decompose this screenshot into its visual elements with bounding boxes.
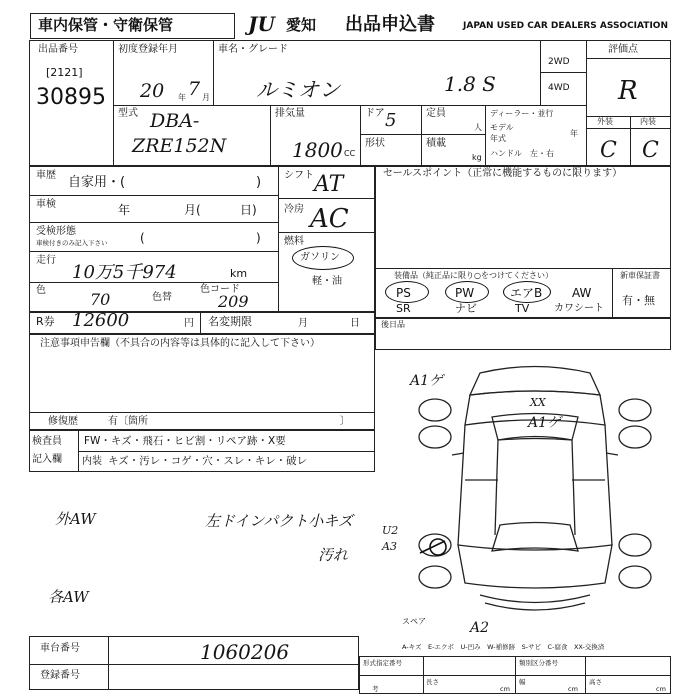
diagram-mark-4: U2: [382, 524, 399, 537]
load-unit: kg: [472, 153, 482, 162]
receipt-label: 受検形態: [36, 226, 76, 237]
note-each-aw: 各AW: [48, 588, 89, 606]
storage-stamp-text: 車内保管・守衛保管: [38, 16, 174, 34]
car-grade-value: 1.8 S: [444, 72, 496, 96]
fuel-label: 燃料: [284, 236, 304, 247]
chassis-value: 1060206: [200, 640, 290, 664]
inspector-line2: キズ・汚レ・コゲ・穴・スレ・キレ・破レ: [108, 455, 308, 467]
aircon-label: 冷房: [284, 204, 304, 215]
equipment-label: 装備品（純正品に限り○をつけてください）: [394, 271, 553, 280]
diagram-mark-3: A1ゲ: [528, 415, 562, 431]
repair-close: 〕: [340, 416, 350, 427]
footer-a: 考: [372, 685, 379, 693]
repair-label: 修復歴: [48, 416, 78, 427]
reg-number-label: 登録番号: [40, 670, 80, 681]
footer-shape-label: 形式指定番号: [363, 659, 402, 667]
note-outer-aw: 外AW: [55, 510, 96, 528]
equip-pw-circle: [445, 281, 489, 303]
inspector-label2: 記入欄: [32, 454, 62, 465]
doors-value: 5: [385, 110, 397, 131]
car-name-label: 車名・グレード: [218, 44, 288, 55]
diagram-mark-6: A2: [470, 620, 490, 636]
repair-value: 有〔箇所: [108, 416, 148, 427]
displacement-unit: CC: [344, 149, 356, 158]
notes-label: 注意事項申告欄（不具合の内容等は具体的に記入して下さい）: [40, 338, 320, 349]
capacity-unit: 人: [474, 123, 482, 132]
name-change-day: 日: [350, 318, 360, 329]
sales-point-label: セールスポイント（正常に機能するものに限ります）: [383, 168, 623, 179]
footer-width: 幅: [519, 678, 526, 686]
spare-label: スペア: [402, 617, 426, 626]
history-label: 車歴: [36, 170, 56, 181]
drive-4wd: 4WD: [548, 83, 570, 93]
equip-ps: PS: [396, 286, 411, 300]
inspector-line2-label: 内装: [82, 456, 102, 467]
remarks-box: [375, 318, 671, 350]
doors-label: ドア: [365, 108, 385, 119]
receipt-note: 車検付きのみ記入下さい: [36, 239, 108, 247]
inspection-month: 月(: [184, 203, 201, 217]
equip-airbag: エアB: [510, 286, 543, 300]
warranty-label: 新車保証書: [620, 271, 660, 280]
dealer-model: モデル: [490, 123, 514, 132]
model-line1: DBA-: [150, 110, 200, 132]
history-close: ): [256, 175, 262, 190]
inspection-suffix: 日): [240, 203, 257, 217]
equip-seat: カワシート: [554, 303, 604, 314]
registration-label: 初度登録年月: [118, 44, 178, 55]
lot-bracket: [2121]: [46, 66, 83, 79]
shift-label: シフト: [284, 170, 314, 181]
footer-cm3: cm: [656, 685, 666, 693]
equip-navi: ナビ: [455, 302, 477, 315]
displacement-label: 排気量: [275, 108, 305, 119]
chassis-label: 車台番号: [40, 643, 80, 654]
fuel-light-oil: 軽・油: [312, 276, 342, 287]
warranty-value: 有・無: [622, 294, 655, 307]
footer-class-label: 類別区分番号: [519, 659, 558, 667]
footer-cm2: cm: [568, 685, 578, 693]
inspector-label1: 検査員: [32, 436, 62, 447]
capacity-label: 定員: [426, 108, 446, 119]
color-code: 209: [218, 292, 249, 311]
aircon-value: AC: [310, 204, 349, 234]
car-name-value: ルミオン: [256, 78, 340, 102]
info-block: [29, 40, 671, 166]
exterior-label: 外装: [597, 117, 613, 126]
mileage-label: 走行: [36, 255, 56, 266]
receipt-paren: (: [140, 231, 145, 245]
form-title: 出品申込書: [345, 14, 435, 35]
remarks-label: 後日品: [381, 320, 405, 329]
note-left-door: 左ドインパクト小キズ: [205, 512, 353, 530]
dealer-handle: ハンドル 左・右: [490, 149, 554, 158]
fuel-gasoline: ガソリン: [300, 252, 340, 263]
inspection-label: 車検: [36, 199, 56, 210]
color-label: 色: [36, 285, 46, 296]
shape-label: 形状: [365, 138, 385, 149]
diagram-mark-2: XX: [530, 396, 546, 409]
lot-number: 30895: [36, 85, 106, 110]
recycle-value: 12600: [72, 310, 130, 331]
dealer-year: 年式: [490, 134, 506, 143]
inspector-line1: FW・キズ・飛石・ヒビ割・リペア跡・X要: [84, 435, 286, 447]
footer-cm1: cm: [500, 685, 510, 693]
exterior-grade: C: [600, 138, 617, 163]
registration-month: 7: [188, 78, 201, 100]
color-value: 70: [90, 290, 111, 309]
ju-region: 愛知: [286, 16, 317, 34]
equip-airbag-circle: [503, 281, 551, 303]
registration-year: 20: [140, 80, 165, 102]
drive-2wd: 2WD: [548, 57, 570, 67]
equip-pw: PW: [455, 286, 475, 300]
displacement-value: 1800: [292, 138, 343, 162]
name-change-label: 名変期限: [208, 315, 252, 328]
receipt-close: ): [256, 231, 261, 245]
recycle-unit: 円: [184, 318, 194, 329]
color-change-label: 色替: [152, 292, 172, 303]
equip-aw: AW: [572, 286, 592, 300]
equip-ps-circle: [385, 281, 429, 303]
note-dirty: 汚れ: [318, 546, 349, 564]
score-value: R: [618, 76, 638, 106]
load-label: 積載: [426, 138, 446, 149]
recycle-label: R券: [36, 315, 55, 328]
equip-tv: TV: [515, 302, 530, 315]
mileage-value: 10万5千974: [72, 262, 177, 283]
ju-logo: JU: [248, 12, 275, 36]
interior-label: 内装: [640, 117, 656, 126]
diagram-mark-5: A3: [382, 540, 397, 553]
model-label: 型式: [118, 108, 138, 119]
mileage-unit: km: [230, 267, 248, 280]
shift-value: AT: [314, 172, 344, 197]
lot-label: 出品番号: [38, 44, 78, 55]
diagram-mark-1: A1ゲ: [410, 373, 444, 389]
name-change-month: 月: [298, 318, 308, 329]
dealer-type: ディーラー・並行: [490, 109, 554, 118]
dealer-year-unit: 年: [570, 129, 578, 138]
footer-length: 長さ: [426, 678, 439, 686]
inspection-year: 年: [118, 203, 131, 217]
equip-sr: SR: [396, 302, 411, 315]
association-name: JAPAN USED CAR DEALERS ASSOCIATION: [463, 21, 668, 31]
color-code-label: 色コード: [200, 284, 240, 295]
history-value: 自家用・(: [68, 175, 126, 190]
damage-legend: A-キズ E-エクボ U-凹み W-補修跡 S-サビ C-腐食 XX-交換済: [402, 643, 605, 651]
model-line2: ZRE152N: [132, 135, 227, 157]
score-label: 評価点: [608, 44, 638, 55]
footer-height: 高さ: [589, 678, 602, 686]
interior-grade: C: [642, 138, 659, 163]
registration-year-unit: 年: [178, 93, 186, 102]
registration-month-unit: 月: [202, 93, 210, 102]
